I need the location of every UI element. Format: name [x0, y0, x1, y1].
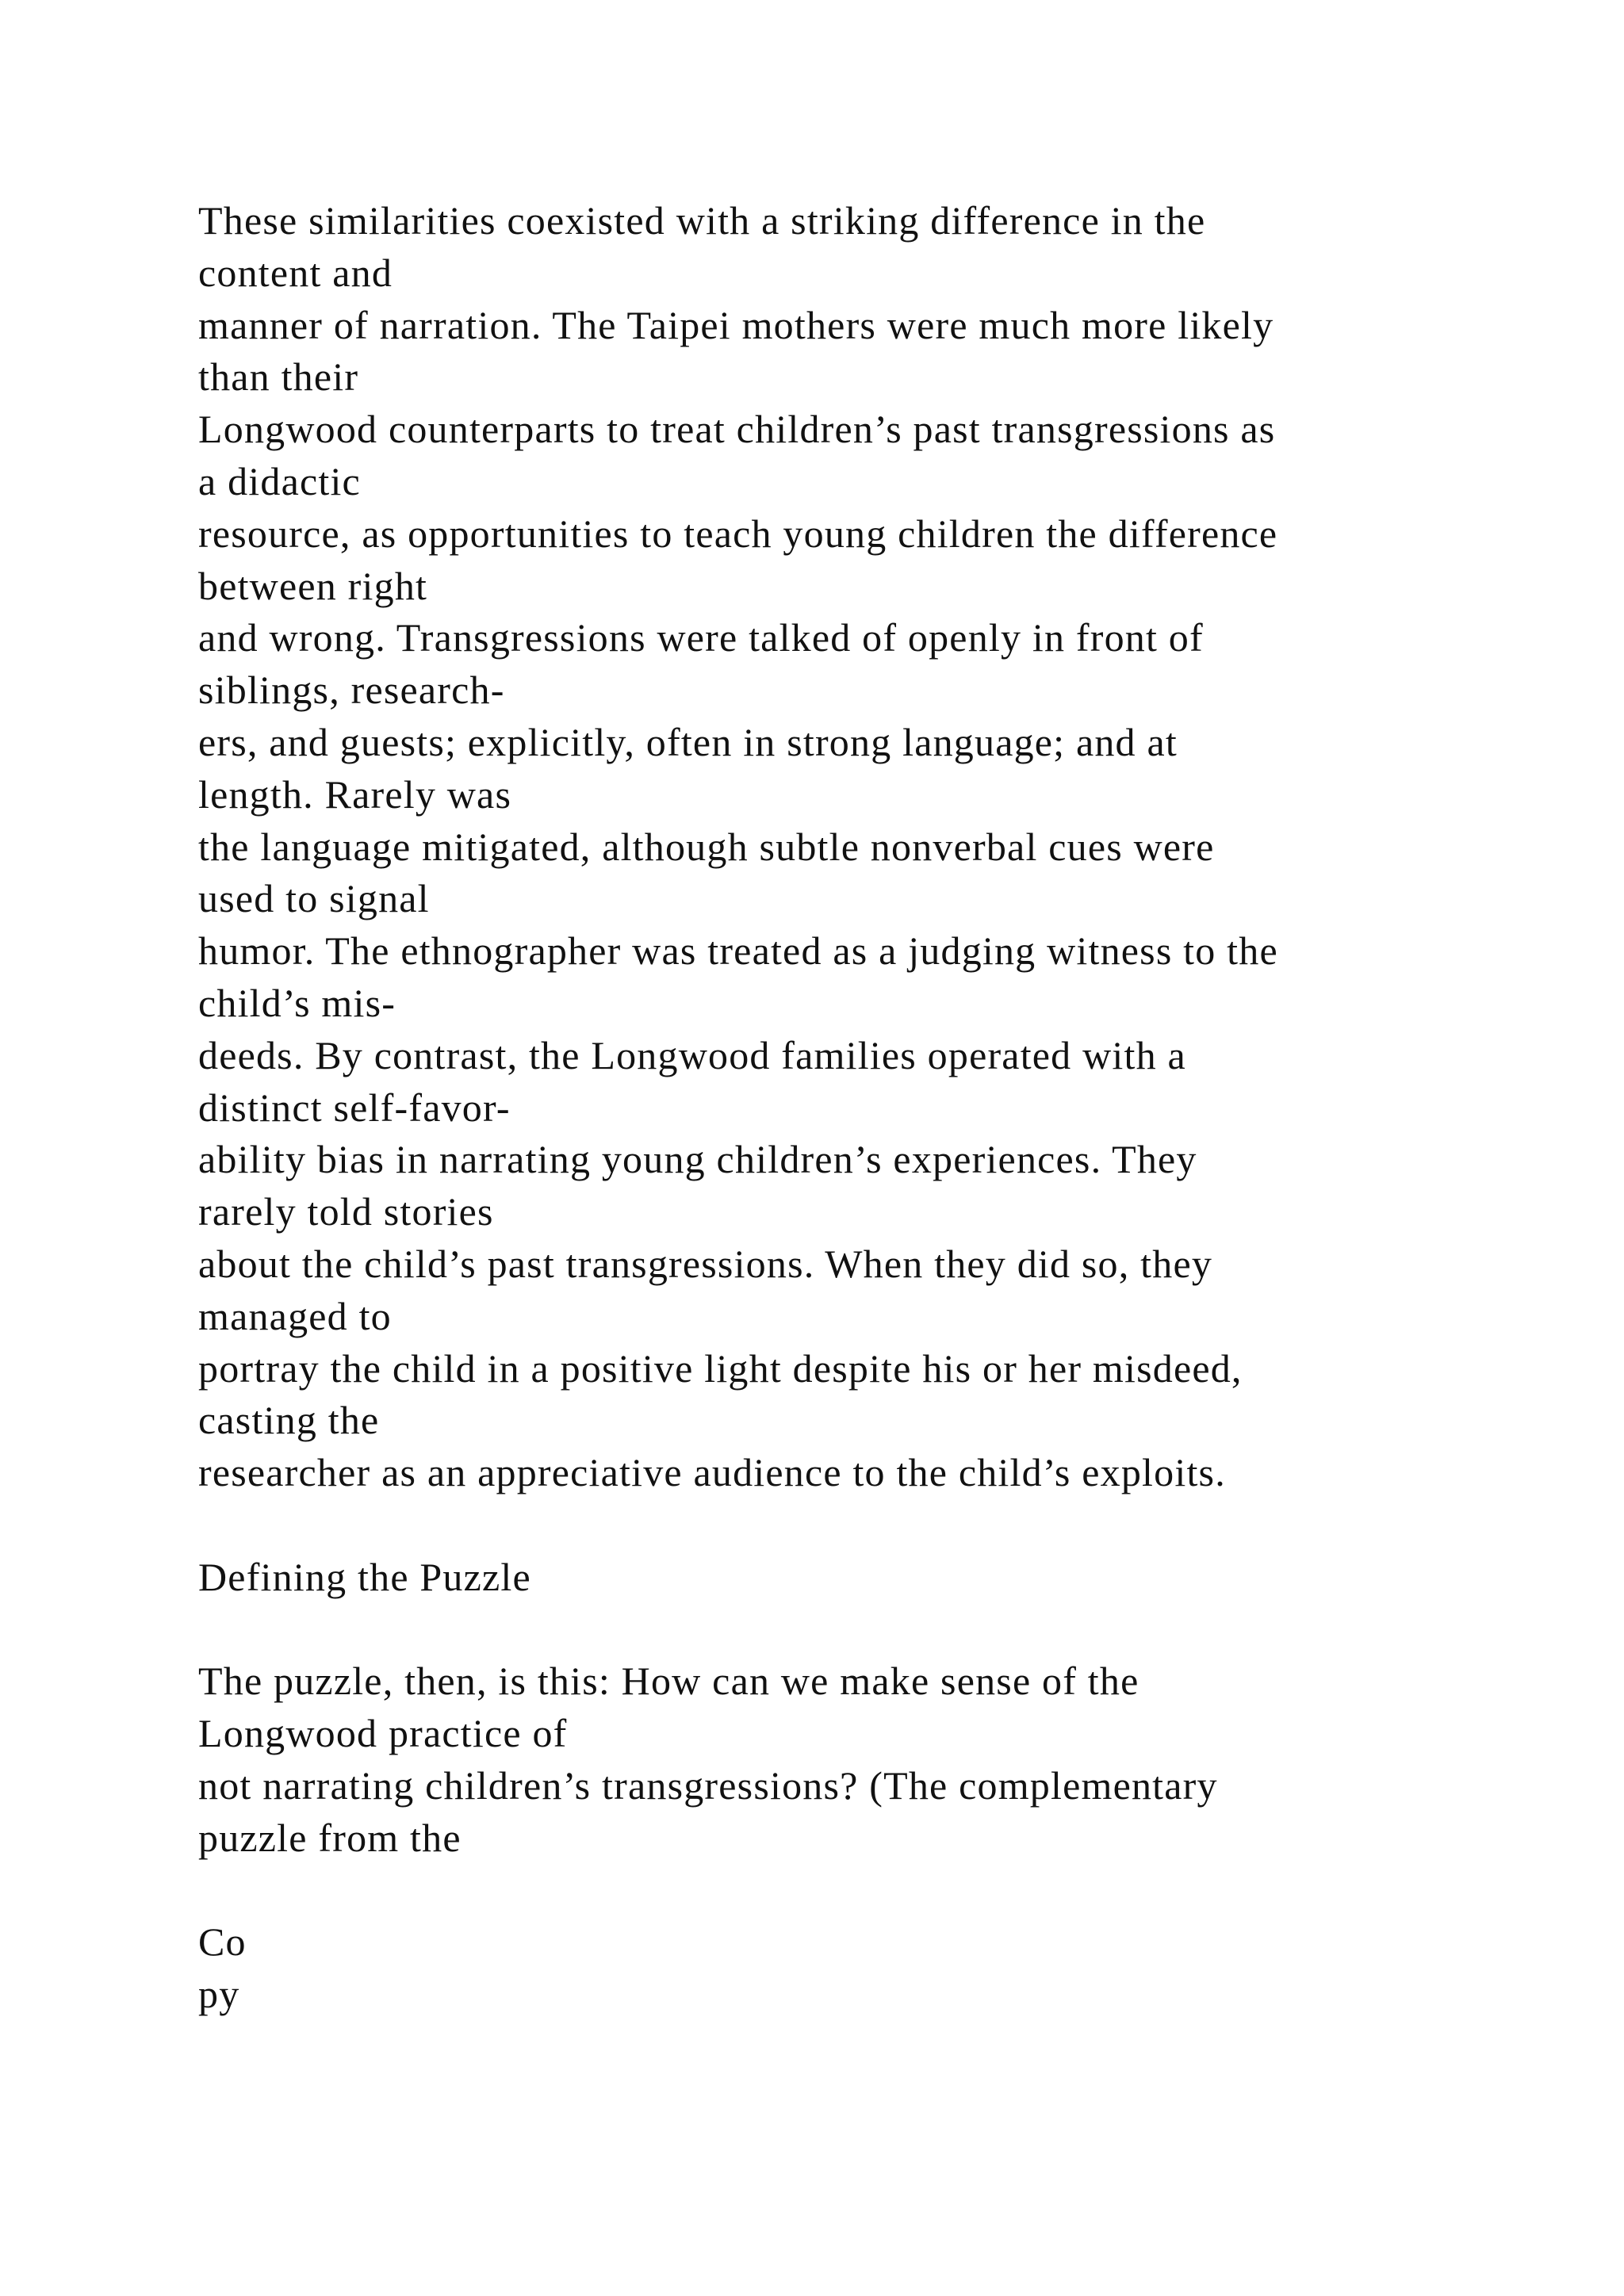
text-line: manner of narration. The Taipei mothers were much more likely: [198, 302, 1274, 347]
text-line: rarely told stories: [198, 1189, 494, 1234]
text-line: portray the child in a positive light despite his or her misdeed,: [198, 1345, 1243, 1391]
text-line: These similarities coexisted with a striking difference in the: [198, 198, 1206, 243]
text-line: The puzzle, then, is this: How can we make sense of the: [198, 1659, 1139, 1704]
text-line: py: [198, 1972, 240, 2017]
text-line: humor. The ethnographer was treated as a judging witness to the: [198, 928, 1278, 974]
text-line: deeds. By contrast, the Longwood families operated with a: [198, 1032, 1186, 1077]
text-line: not narrating children’s transgressions? (The complementary: [198, 1762, 1218, 1808]
blank-line: [198, 1604, 1546, 1656]
text-line: siblings, research-: [198, 668, 505, 713]
text-line: distinct self-favor-: [198, 1085, 511, 1130]
text-line: between right: [198, 563, 428, 608]
text-line: used to signal: [198, 876, 430, 921]
text-line: length. Rarely was: [198, 771, 512, 817]
text-line: Longwood practice of: [198, 1711, 568, 1756]
text-line: ers, and guests; explicitly, often in strong language; and at: [198, 719, 1178, 764]
text-line: Co: [198, 1919, 247, 1965]
text-line: casting the: [198, 1398, 380, 1443]
text-line: managed to: [198, 1293, 392, 1338]
text-line: Longwood counterparts to treat children’s past transgressions as: [198, 407, 1276, 452]
blank-line: [198, 1865, 1546, 1917]
text-line: ability bias in narrating young children’s experiences. They: [198, 1137, 1197, 1182]
text-line: resource, as opportunities to teach young children the difference: [198, 511, 1278, 556]
blank-line: [198, 1499, 1546, 1552]
document-body: [198, 195, 1546, 2021]
text-line: the language mitigated, although subtle nonverbal cues were: [198, 824, 1215, 869]
text-line: than their: [198, 354, 359, 400]
text-line: content and: [198, 250, 393, 295]
text-line: and wrong. Transgressions were talked of openly in front of: [198, 615, 1204, 660]
text-line: about the child’s past transgressions. When they did so, they: [198, 1241, 1213, 1286]
text-line: puzzle from the: [198, 1815, 462, 1860]
section-heading: Defining the Puzzle: [198, 1554, 531, 1599]
text-line: researcher as an appreciative audience to the child’s exploits.: [198, 1450, 1226, 1495]
text-line: a didactic: [198, 458, 361, 503]
text-line: child’s mis-: [198, 980, 396, 1025]
